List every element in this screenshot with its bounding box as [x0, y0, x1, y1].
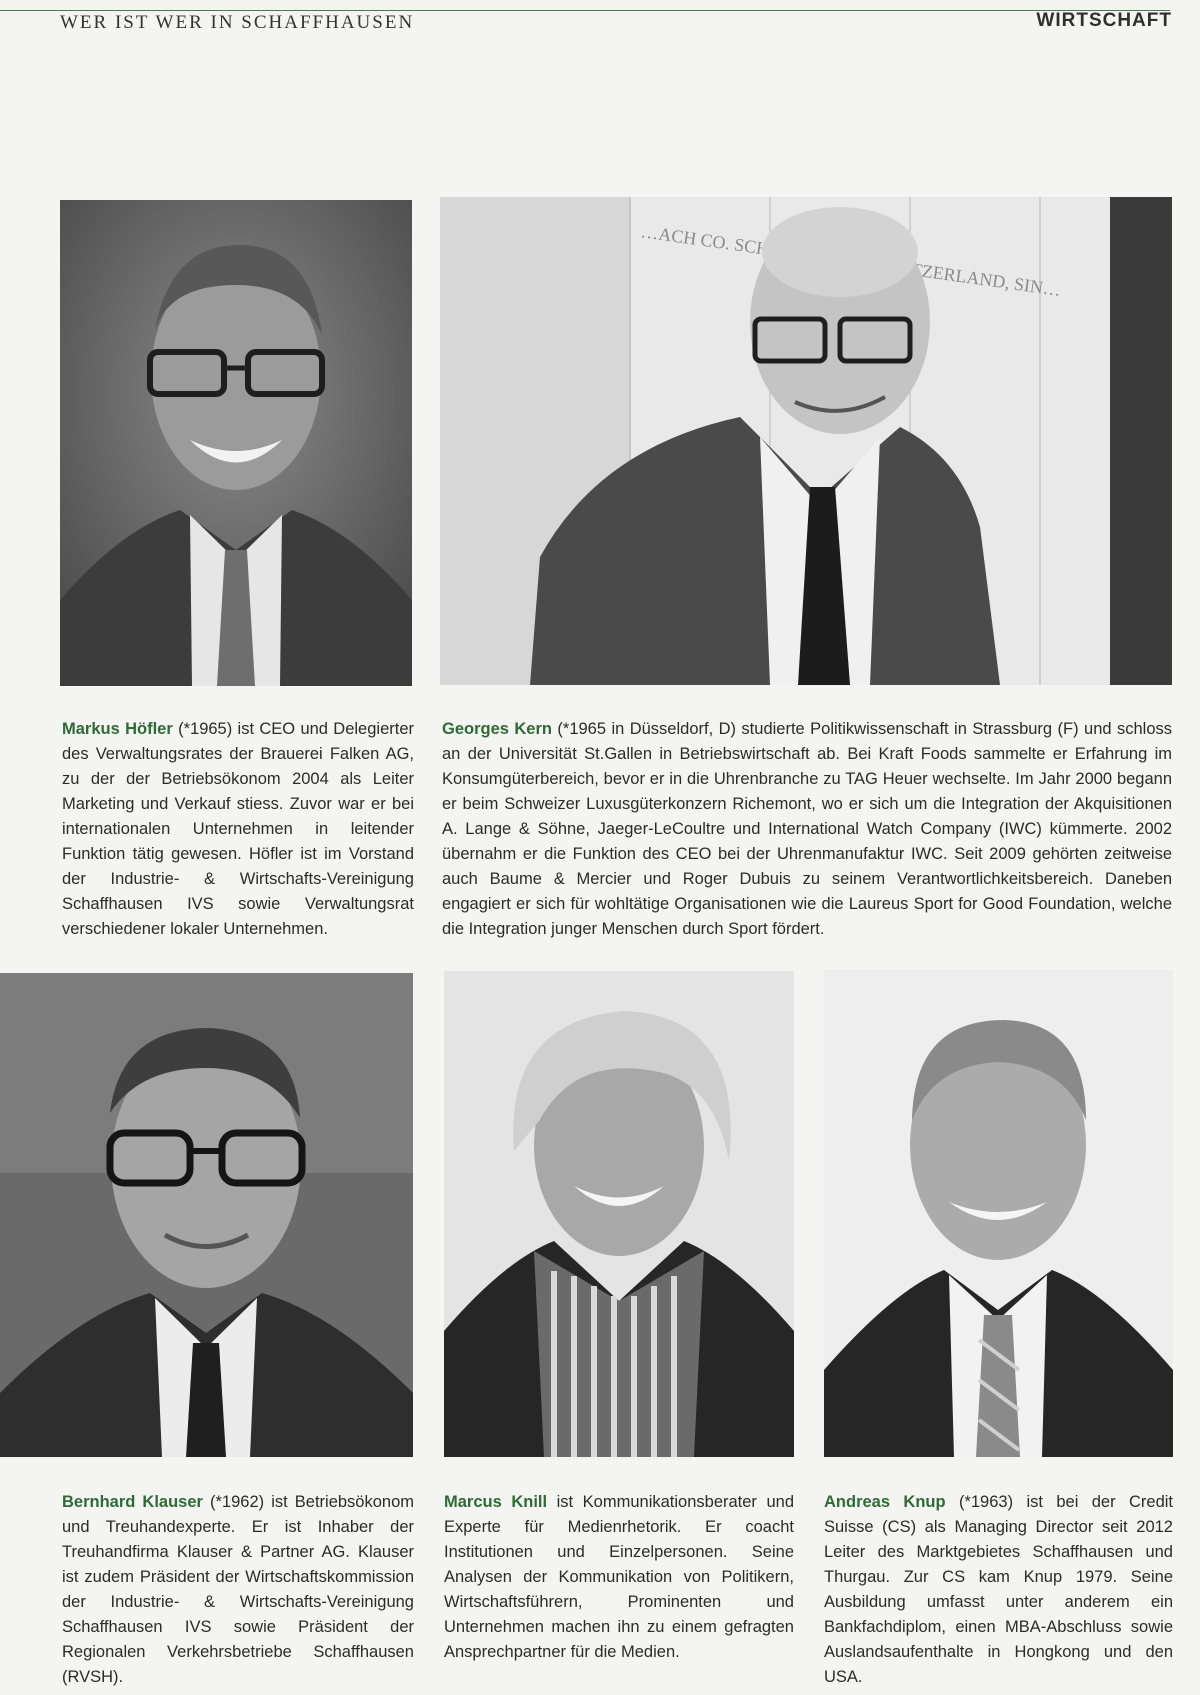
bio-text: (*1965) ist CEO und Delegierter des Verwaltungsrates der Brauerei Falken AG, zu der der Betriebsökonom 2004 als Leiter Marketing und Verkauf stiess. Zuvor war er bei internationalen Unternehmen in leitender Funktion tätig gewesen. Höfler ist im Vorstand der Industrie- & Wirtschafts-Vereinigung Schaffhausen IVS sowie Verwaltungsrat verschiedener lokaler Unternehmen. [62, 720, 415, 938]
person-name: Markus Höfler [62, 720, 173, 738]
person-name: Georges Kern [442, 720, 552, 738]
portrait-georges-kern [440, 197, 1172, 685]
portrait-andreas-knup [824, 970, 1173, 1457]
portrait-marcus-knill [444, 971, 794, 1457]
bio-text: ist Kommunikationsberater und Experte für Medienrhetorik. Er coacht Institutionen und Einzelpersonen. Seine Analysen der Kommunikation von Politikern, Wirtschaftsführern, Prominenten und Unternehmen machen ihn zu einem gefragten Ansprechpartner für die Medien. [444, 1493, 795, 1661]
category-label: WIRTSCHAFT [1036, 10, 1172, 31]
backdrop-text: …ACH CO. SWITZERLAND, SIN… [639, 221, 1063, 300]
bio-andreas-knup [824, 1490, 1173, 1690]
bio-marcus-knill [444, 1490, 794, 1665]
bio-bernhard-klauser [62, 1490, 414, 1690]
bio-text: (*1963) ist bei der Credit Suisse (CS) als Managing Director seit 2012 Leiter des Marktgebietes Schaffhausen und Thurgau. Zur CS kam Knup 1979. Seine Ausbildung umfasst unter anderem ein Bankfachdiplom, einen MBA-Abschluss sowie Auslandsaufenthalte in Hongkong und den USA. [824, 1493, 1174, 1686]
portrait-bernhard-klauser [0, 973, 413, 1457]
bio-markus-hoefler [62, 717, 414, 942]
bio-text: (*1965 in Düsseldorf, D) studierte Politikwissenschaft in Strassburg (F) und schloss an der Universität St.Gallen in Betriebswirtschaft ab. Bei Kraft Foods sammelte er Erfahrung im Konsumgüterbereich, bevor er in die Uhrenbranche zu TAG Heuer wechselte. Im Jahr 2000 begann er beim Schweizer Luxusgüterkonzern Richemont, wo er sich um die Integration der Akquisitionen A. Lange & Söhne, Jaeger-LeCoultre und International Watch Company (IWC) kümmerte. 2002 übernahm er die Funktion des CEO bei der Uhrenmanufaktur IWC. Seit 2009 gehörten zeitweise auch Baume & Mercier und Roger Dubuis zu seinem Verantwortlichkeitsbereich. Daneben engagiert er sich für wohltätige Organisationen wie die Laureus Sport for Good Foundation, welche die Integration junger Menschen durch Sport fördert. [442, 720, 1172, 938]
portrait-markus-hoefler [60, 200, 412, 686]
section-title: WER IST WER IN SCHAFFHAUSEN [60, 12, 415, 33]
person-name: Andreas Knup [824, 1493, 946, 1511]
person-name: Bernhard Klauser [62, 1493, 203, 1511]
bio-text: (*1962) ist Betriebsökonom und Treuhandexperte. Er ist Inhaber der Treuhandfirma Klauser & Partner AG. Klauser ist zudem Präsident der Wirtschaftskommission der Industrie- & Wirtschafts-Vereinigung Schaffhausen IVS sowie Präsident der Regionalen Verkehrsbetriebe Schaffhausen (RVSH). [62, 1493, 414, 1686]
person-name: Marcus Knill [444, 1493, 548, 1511]
bio-georges-kern [442, 717, 1172, 942]
header-rule [0, 10, 1170, 11]
